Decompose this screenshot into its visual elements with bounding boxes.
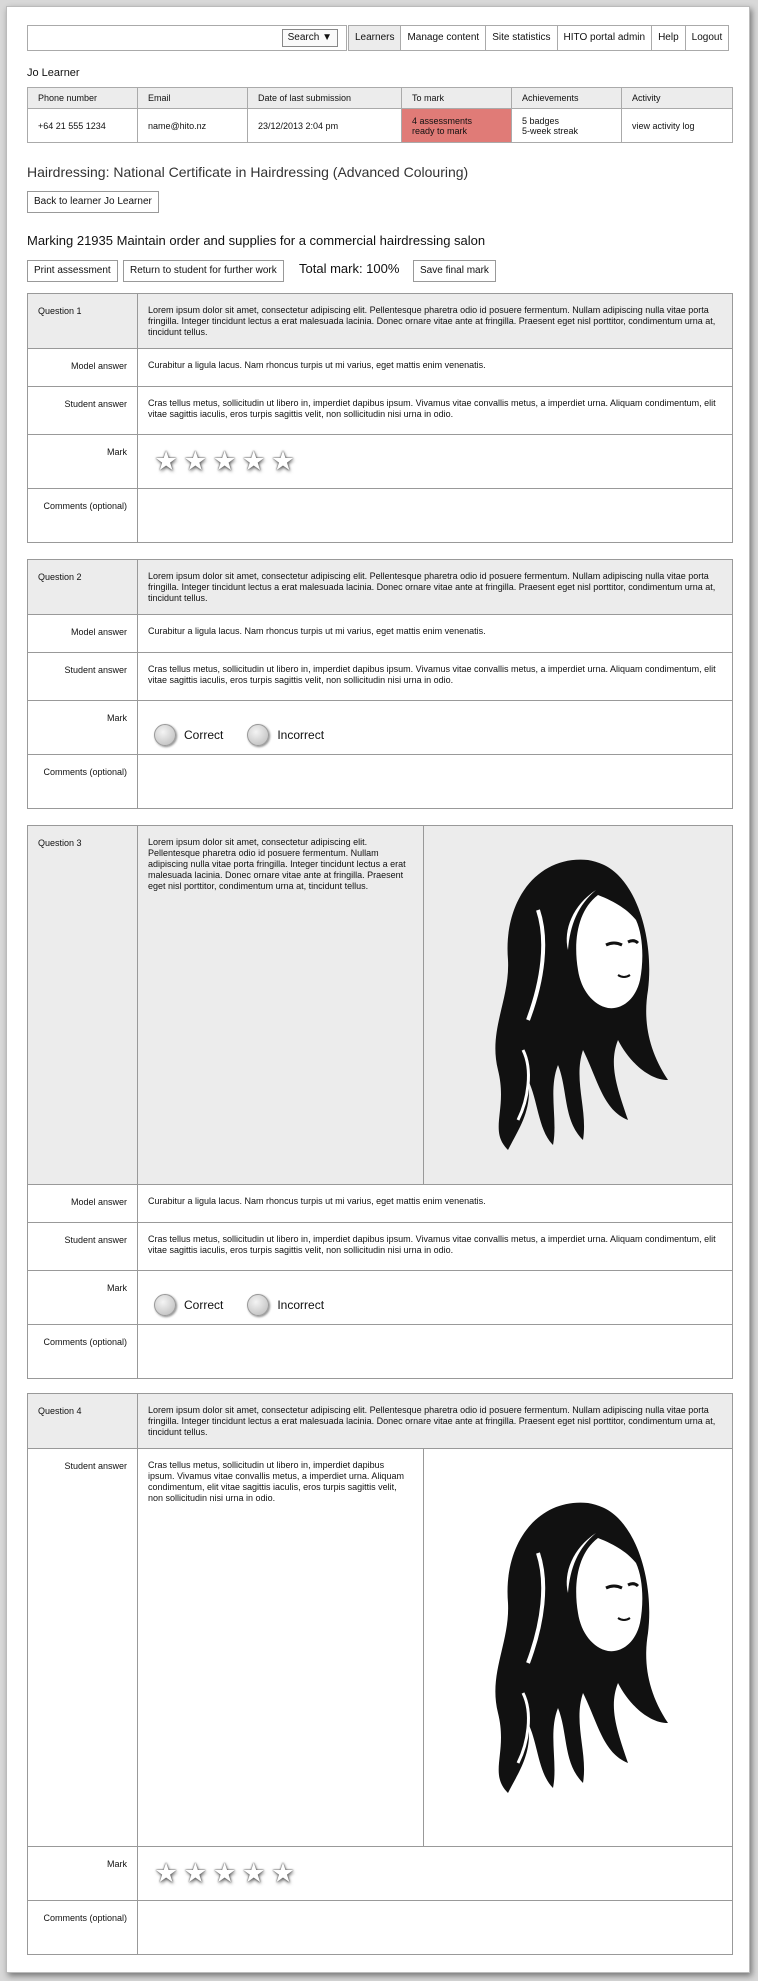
achievements-value [512, 109, 622, 143]
model-answer-label: Model answer [28, 615, 138, 652]
print-assessment-button[interactable]: Print assessment [27, 260, 118, 282]
question-4 [27, 1393, 733, 1955]
comments-label: Comments (optional) [28, 489, 138, 542]
back-to-learner-button[interactable]: Back to learner Jo Learner [27, 191, 159, 213]
nav-learners[interactable]: Learners [349, 26, 400, 50]
main-nav [348, 25, 729, 51]
student-answer-text: Cras tellus metus, sollicitudin ut libero in, imperdiet dapibus ipsum. Vivamus vitae convallis metus, a imperdiet urna. Aliquam condimentum, elit vitae sagittis iaculis, eros turpis sagittis velit, non sollicitudin nisi urna in odio. [148, 1234, 716, 1255]
header-phone: Phone number [28, 88, 138, 109]
star-rating [138, 1847, 295, 1900]
course-title: Hairdressing: National Certificate in Hairdressing (Advanced Colouring) [27, 164, 469, 180]
student-answer-text: Cras tellus metus, sollicitudin ut libero in, imperdiet dapibus ipsum. Vivamus vitae convallis metus, a imperdiet urna. Aliquam condimentum, elit vitae sagittis iaculis, eros turpis sagittis velit, non sollicitudin nisi urna in odio. [148, 664, 716, 685]
question-label: Question 4 [28, 1394, 138, 1448]
woman-hair-illustration [478, 1478, 678, 1818]
comments-input[interactable] [138, 1901, 732, 1954]
to-mark-value[interactable] [402, 109, 512, 143]
search-button[interactable]: Search ▼ [282, 29, 338, 47]
star-icon[interactable]: ★ [154, 446, 179, 476]
comments-label: Comments (optional) [28, 755, 138, 808]
question-text: Lorem ipsum dolor sit amet, consectetur adipiscing elit. Pellentesque pharetra odio id posuere fermentum. Nullam adipiscing nulla vitae porta fringilla. Integer tincidunt lectus a erat malesuada lacinia. Donec ornare vitae ante at fringilla. Praesent eget nisl porttitor, condimentum urna at, tincidunt tellus. [138, 560, 732, 614]
nav-logout[interactable]: Logout [685, 26, 729, 50]
comments-label: Comments (optional) [28, 1901, 138, 1954]
header-last-submission: Date of last submission [248, 88, 402, 109]
student-answer-label: Student answer [28, 653, 138, 700]
correct-radio[interactable] [154, 724, 176, 746]
star-icon[interactable]: ★ [154, 1858, 179, 1888]
last-submission-value: 23/12/2013 2:04 pm [248, 109, 402, 143]
woman-hair-illustration [478, 850, 678, 1160]
student-answer-label: Student answer [28, 387, 138, 434]
search-input[interactable] [27, 25, 347, 51]
star-icon[interactable]: ★ [212, 446, 237, 476]
mark-label: Mark [28, 435, 138, 488]
phone-value: +64 21 555 1234 [28, 109, 138, 143]
model-answer-text: Curabitur a ligula lacus. Nam rhoncus turpis ut mi varius, eget mattis enim venenatis. [148, 1196, 486, 1206]
header-activity: Activity [622, 88, 733, 109]
learner-name: Jo Learner [27, 67, 80, 79]
question-text: Lorem ipsum dolor sit amet, consectetur adipiscing elit. Pellentesque pharetra odio id posuere fermentum. Nullam adipiscing nulla vitae porta fringilla. Integer tincidunt lectus a erat malesuada lacinia. Donec ornare vitae ante at fringilla. Praesent eget nisl porttitor, condimentum urna at, tincidunt tellus. [138, 826, 423, 1184]
correct-label: Correct [184, 1297, 224, 1312]
model-answer-label: Model answer [28, 1185, 138, 1222]
question-2 [27, 559, 733, 809]
comments-input[interactable] [138, 1325, 732, 1378]
incorrect-radio[interactable] [247, 724, 269, 746]
mark-label: Mark [28, 701, 138, 754]
header-to-mark: To mark [402, 88, 512, 109]
question-image [423, 826, 732, 1184]
mark-radio-group [138, 1271, 348, 1324]
model-answer-label: Model answer [28, 349, 138, 386]
header-achievements: Achievements [512, 88, 622, 109]
star-icon[interactable]: ★ [212, 1858, 237, 1888]
student-answer-label: Student answer [28, 1449, 138, 1846]
correct-radio[interactable] [154, 1294, 176, 1316]
comments-input[interactable] [138, 489, 732, 542]
question-text: Lorem ipsum dolor sit amet, consectetur adipiscing elit. Pellentesque pharetra odio id posuere fermentum. Nullam adipiscing nulla vitae porta fringilla. Integer tincidunt lectus a erat malesuada lacinia. Donec ornare vitae ante at fringilla. Praesent eget nisl porttitor, condimentum urna at, tincidunt tellus. [138, 294, 732, 348]
question-label: Question 3 [28, 826, 138, 1184]
question-label: Question 1 [28, 294, 138, 348]
student-answer-image [423, 1449, 732, 1846]
star-icon[interactable]: ★ [270, 1858, 296, 1888]
email-value: name@hito.nz [138, 109, 248, 143]
student-answer-text: Cras tellus metus, sollicitudin ut libero in, imperdiet dapibus ipsum. Vivamus vitae convallis metus, a imperdiet urna. Aliquam condimentum, elit vitae sagittis iaculis, eros turpis sagittis velit, non sollicitudin nisi urna in odio. [148, 398, 716, 419]
student-answer-label: Student answer [28, 1223, 138, 1270]
save-final-mark-button[interactable]: Save final mark [413, 260, 496, 282]
nav-help[interactable]: Help [651, 26, 685, 50]
mark-radio-group [138, 701, 348, 754]
activity-link[interactable]: view activity log [622, 109, 733, 143]
star-icon[interactable]: ★ [241, 446, 266, 476]
question-label: Question 2 [28, 560, 138, 614]
incorrect-label: Incorrect [277, 1297, 325, 1312]
page [6, 6, 750, 1973]
incorrect-radio[interactable] [247, 1294, 269, 1316]
star-icon[interactable]: ★ [241, 1858, 266, 1888]
incorrect-label: Incorrect [277, 727, 325, 742]
star-icon[interactable]: ★ [183, 446, 208, 476]
total-mark: Total mark: 100% [299, 261, 400, 276]
question-text: Lorem ipsum dolor sit amet, consectetur adipiscing elit. Pellentesque pharetra odio id posuere fermentum. Nullam adipiscing nulla vitae porta fringilla. Integer tincidunt lectus a erat malesuada lacinia. Donec ornare vitae ante at fringilla. Praesent eget nisl porttitor, condimentum urna at, tincidunt tellus. [138, 1394, 732, 1448]
question-1 [27, 293, 733, 543]
nav-hito-portal-admin[interactable]: HITO portal admin [557, 26, 652, 50]
nav-site-statistics[interactable]: Site statistics [485, 26, 556, 50]
marking-title: Marking 21935 Maintain order and supplies for a commercial hairdressing salon [27, 233, 486, 248]
star-rating [138, 435, 295, 488]
achievements-line1: 5 badges [522, 115, 560, 126]
nav-manage-content[interactable]: Manage content [400, 26, 485, 50]
student-answer-text: Cras tellus metus, sollicitudin ut libero in, imperdiet dapibus ipsum. Vivamus vitae convallis metus, a imperdiet urna. Aliquam condimentum, elit vitae sagittis iaculis, eros turpis sagittis velit, non sollicitudin nisi urna in odio. [148, 1460, 404, 1503]
correct-label: Correct [184, 727, 224, 742]
achievements-line2: 5-week streak [522, 125, 579, 136]
learner-summary-table [27, 87, 733, 143]
star-icon[interactable]: ★ [270, 446, 296, 476]
return-to-student-button[interactable]: Return to student for further work [123, 260, 284, 282]
header-email: Email [138, 88, 248, 109]
star-icon[interactable]: ★ [183, 1858, 208, 1888]
comments-input[interactable] [138, 755, 732, 808]
model-answer-text: Curabitur a ligula lacus. Nam rhoncus turpis ut mi varius, eget mattis enim venenatis. [148, 360, 486, 370]
model-answer-text: Curabitur a ligula lacus. Nam rhoncus turpis ut mi varius, eget mattis enim venenatis. [148, 626, 486, 636]
question-3 [27, 825, 733, 1379]
to-mark-line2: ready to mark [412, 125, 468, 136]
mark-label: Mark [28, 1271, 138, 1324]
comments-label: Comments (optional) [28, 1325, 138, 1378]
mark-label: Mark [28, 1847, 138, 1900]
to-mark-line1: 4 assessments [412, 115, 473, 126]
